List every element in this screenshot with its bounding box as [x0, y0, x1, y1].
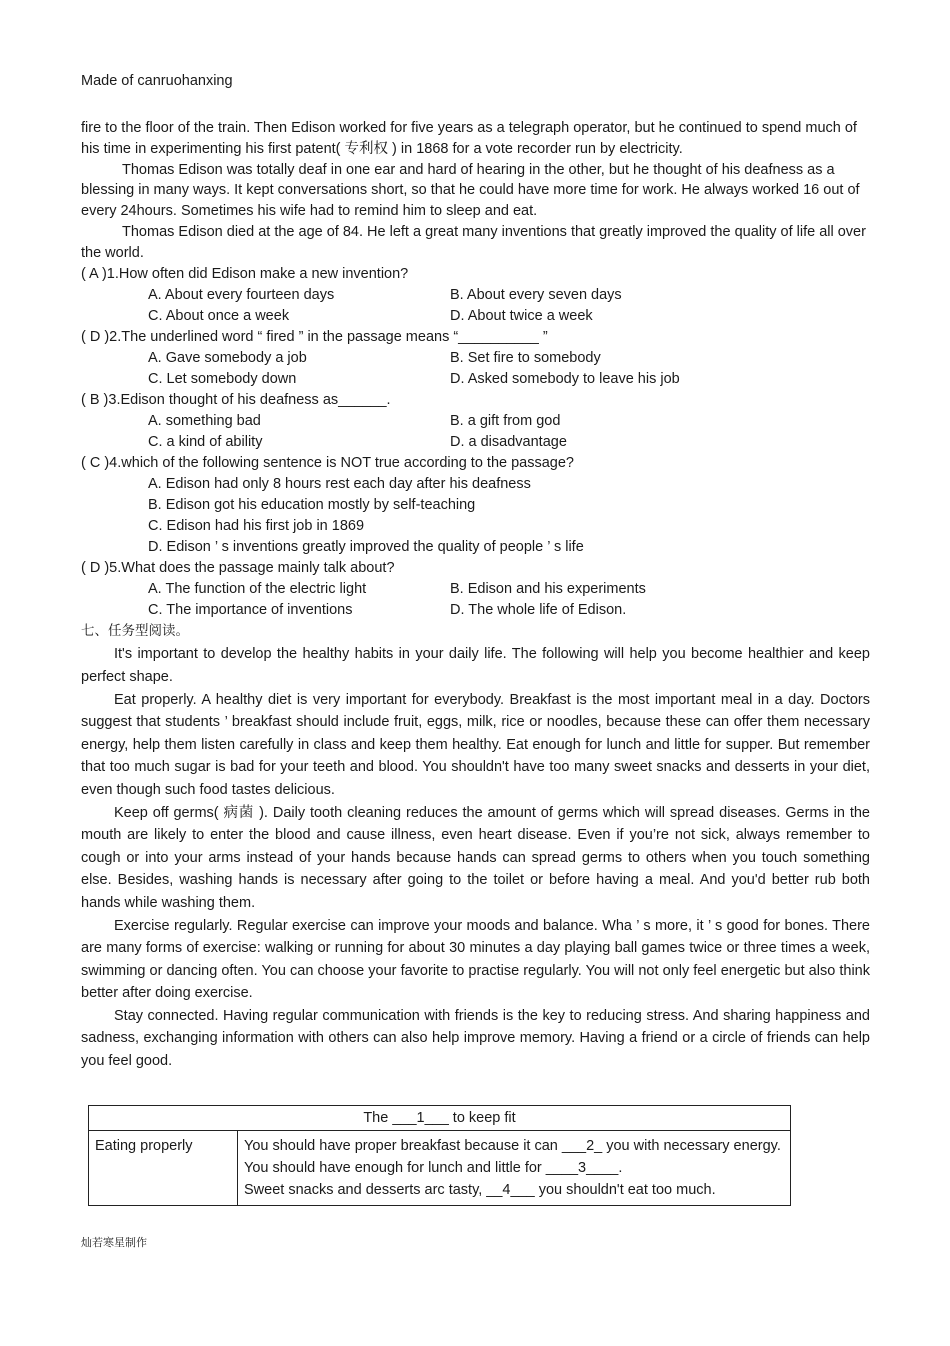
summary-table — [88, 1105, 791, 1206]
option-c: C. About once a week — [148, 307, 290, 324]
page-footer: 灿若寒星制作 — [81, 1236, 147, 1249]
page-header: Made of canruohanxing — [81, 73, 233, 89]
question-text: ( A )1.How often did Edison make a new invention? — [81, 265, 409, 282]
passage2-p5: Stay connected. Having regular communication with friends is the key to reducing stress. And sharing happiness and sadness, exchanging information with others can also help improve memory. Having a friend or a circle of friends can help you feel good. — [81, 1007, 870, 1070]
table-line-1: You should have proper breakfast because it can ___2_ you with necessary energy. — [244, 1138, 781, 1154]
question-5 — [81, 558, 870, 621]
passage2-p4: Exercise regularly. Regular exercise can improve your moods and balance. Wha ’ s more, it ’ s good for bones. There are many forms of exercise: walking or running for about 30 minutes a day playing ball games twice or three times a week, swimming or dancing often. You can choose your favorite to practise regularly. You will not only feel energetic but also think better after doing exercise. — [81, 917, 870, 1002]
option-c: C. Edison had his first job in 1869 — [148, 517, 365, 534]
table-line-3: Sweet snacks and desserts arc tasty, __4___ you shouldn't eat too much. — [244, 1182, 716, 1198]
row-content — [238, 1131, 791, 1206]
row-label: Eating properly — [89, 1131, 238, 1206]
option-b: B. Set fire to somebody — [450, 349, 601, 366]
option-d: D. About twice a week — [450, 307, 593, 324]
passage2-p3: Keep off germs( 病菌 ). Daily tooth cleaning reduces the amount of germs which will spread diseases. Germs in the mouth are likely to enter the blood and cause illness, even heart disease. Even if you’re not sick, always remember to cough or into your arms instead of your hands because hands can spread germs to others when you touch something else. Besides, washing hands is necessary after going to the toilet or before having a meal. And you'd better rub both hands while washing them. — [81, 804, 870, 911]
question-4 — [81, 453, 870, 558]
option-d: D. Edison ’ s inventions greatly improved the quality of people ’ s life — [148, 538, 584, 555]
option-d: D. Asked somebody to leave his job — [450, 370, 680, 387]
option-a: A. The function of the electric light — [148, 580, 367, 597]
option-a: A. something bad — [148, 412, 261, 429]
passage2-p1: It's important to develop the healthy habits in your daily life. The following will help you become healthier and keep perfect shape. — [81, 646, 870, 685]
passage2-p2: Eat properly. A healthy diet is very important for everybody. Breakfast is the most important meal in a day. Doctors suggest that students ’ breakfast should include fruit, eggs, milk, rice or noodles, because these can offer them necessary energy, help them listen carefully in class and keep them healthy. Eat enough for lunch and little for supper. But remember that too much sugar is bad for your teeth and blood. You shouldn't have too many sweet snacks and desserts in your diet, even though such food tastes delicious. — [81, 691, 870, 798]
question-text: ( D )2.The underlined word “ fired ” in the passage means “__________ ” — [81, 328, 548, 345]
table-title: The ___1___ to keep fit — [89, 1106, 791, 1131]
option-b: B. About every seven days — [450, 286, 622, 303]
question-2 — [81, 327, 870, 390]
option-c: C. The importance of inventions — [148, 601, 353, 618]
table-line-2: You should have enough for lunch and little for ____3____. — [244, 1160, 623, 1176]
option-c: C. Let somebody down — [148, 370, 297, 387]
option-b: B. a gift from god — [450, 412, 561, 429]
option-b: B. Edison and his experiments — [450, 580, 646, 597]
passage1-p3: Thomas Edison died at the age of 84. He left a great many inventions that greatly improved the quality of life all over the world. — [81, 223, 866, 261]
question-3 — [81, 390, 870, 453]
passage1-p2: Thomas Edison was totally deaf in one ear and hard of hearing in the other, but he thought of his deafness as a blessing in many ways. It kept conversations short, so that he could have more time for work. He always worked 16 out of every 24hours. Sometimes his wife had to remind him to sleep and eat. — [81, 161, 860, 220]
question-text: ( C )4.which of the following sentence is NOT true according to the passage? — [81, 454, 574, 471]
option-a: A. Gave somebody a job — [148, 349, 307, 366]
question-text: ( B )3.Edison thought of his deafness as______. — [81, 391, 391, 408]
option-c: C. a kind of ability — [148, 433, 263, 450]
content — [81, 118, 870, 1073]
passage1-p1: fire to the floor of the train. Then Edison worked for five years as a telegraph operator, but he continued to spend much of his time in experimenting his first patent( 专利权 ) in 1868 for a vote recorder run by electricity. — [81, 120, 857, 157]
option-d: D. a disadvantage — [450, 433, 567, 450]
question-1 — [81, 264, 870, 327]
option-a: A. About every fourteen days — [148, 286, 335, 303]
option-d: D. The whole life of Edison. — [450, 601, 627, 618]
option-a: A. Edison had only 8 hours rest each day after his deafness — [148, 475, 531, 492]
option-b: B. Edison got his education mostly by self-teaching — [148, 496, 476, 513]
section-title: 七、任务型阅读。 — [81, 622, 189, 639]
question-text: ( D )5.What does the passage mainly talk about? — [81, 559, 395, 576]
